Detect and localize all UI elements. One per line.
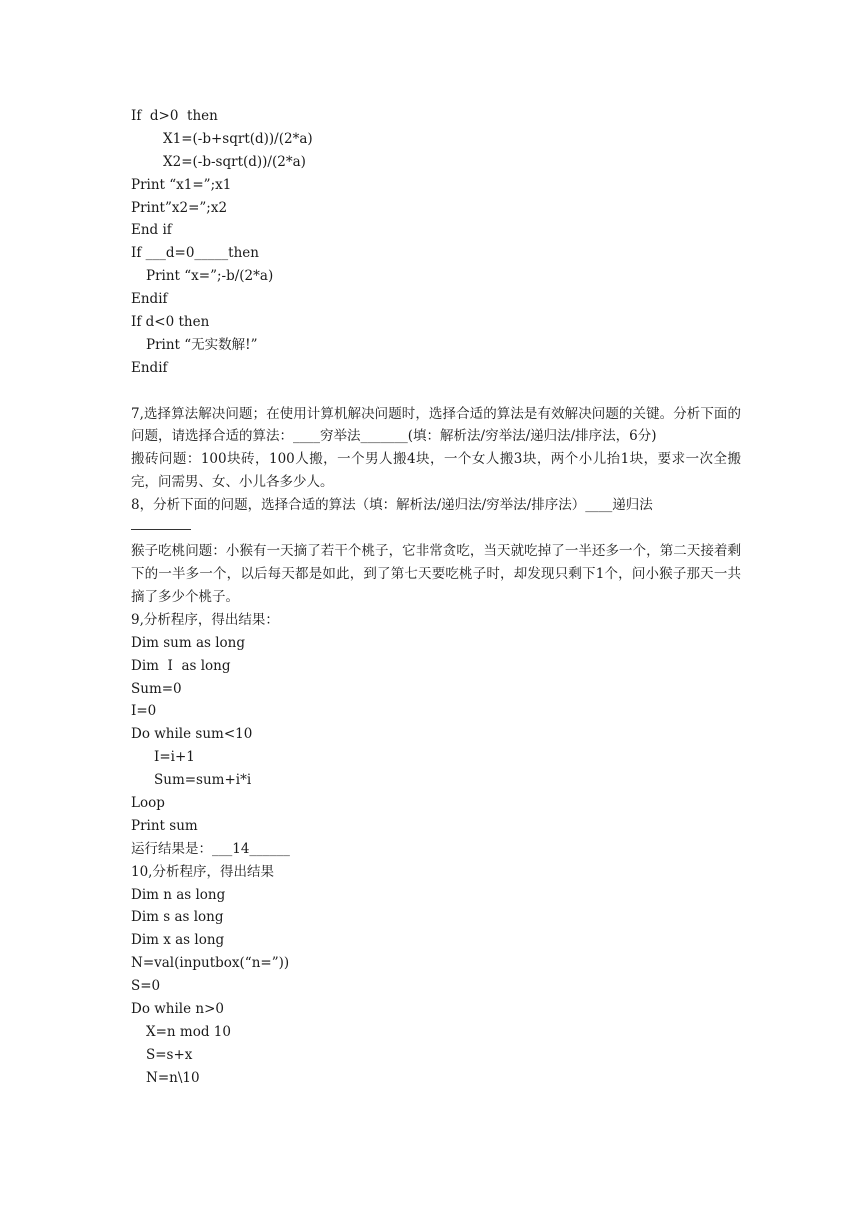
code-line: X2=(-b-sqrt(d))/(2*a) [163, 153, 306, 170]
code-line: Dim I as long [131, 657, 231, 674]
code-line: Print “x1=”;x1 [131, 176, 232, 193]
code-line: N=val(inputbox(“n=”)) [131, 955, 290, 972]
code-line: Dim n as long [131, 886, 226, 903]
code-line: Dim s as long [131, 909, 224, 926]
question-10-title: 10,分析程序，得出结果 [131, 863, 274, 880]
code-line: Sum=0 [131, 680, 182, 697]
question-8-problem: 猴子吃桃问题：小猴有一天摘了若干个桃子，它非常贪吃，当天就吃掉了一半还多一个，第二天接着剩下的一半多一个，以后每天都是如此，到了第七天要吃桃子时，却发现只剩下1个，问小猴子那天一共摘了多少个桃子。 [131, 543, 741, 605]
code-line: Print”x2=”;x2 [131, 199, 228, 216]
code-line: I=0 [131, 703, 157, 720]
document-page [131, 105, 741, 1090]
code-line: If d<0 then [131, 314, 210, 331]
code-line: Print “无实数解!” [146, 336, 258, 353]
code-line: N=n\10 [146, 1069, 200, 1086]
question-9-title: 9,分析程序，得出结果： [131, 611, 279, 628]
code-line: X=n mod 10 [146, 1023, 231, 1040]
code-line: Endif [131, 291, 168, 308]
code-line: S=s+x [146, 1046, 193, 1063]
question-8-text: 8，分析下面的问题，选择合适的算法（填：解析法/递归法/穷举法/排序法）____递归法 [131, 497, 653, 514]
code-line: If d>0 then [131, 108, 218, 124]
code-line: X1=(-b+sqrt(d))/(2*a) [163, 130, 313, 147]
code-line: S=0 [131, 978, 161, 995]
answer-underline [131, 517, 191, 530]
code-line: Sum=sum+i*i [154, 772, 252, 789]
code-line: Dim x as long [131, 932, 225, 949]
code-line: Loop [131, 794, 165, 811]
code-line: Do while sum<10 [131, 726, 253, 743]
code-line: Print sum [131, 817, 198, 834]
question-7-text: 7,选择算法解决问题；在使用计算机解决问题时，选择合适的算法是有效解决问题的关键。分析下面的问题，请选择合适的算法：____穷举法_______(填：解析法/穷举法/递归法/排序法，6分) [131, 405, 741, 445]
code-line: Dim sum as long [131, 634, 245, 651]
code-line: I=i+1 [154, 749, 195, 766]
question-9-result: 运行结果是：___14______ [131, 840, 290, 857]
code-line: End if [131, 222, 172, 239]
code-line: If ___d=0_____then [131, 245, 259, 262]
blank-line [131, 380, 741, 403]
code-line: Endif [131, 359, 168, 376]
question-7-problem: 搬砖问题：100块砖，100人搬，一个男人搬4块，一个女人搬3块，两个小儿抬1块，要求一次全搬完，问需男、女、小儿各多少人。 [131, 451, 741, 491]
code-line: Print “x=”;-b/(2*a) [146, 268, 274, 285]
code-line: Do while n>0 [131, 1000, 225, 1017]
